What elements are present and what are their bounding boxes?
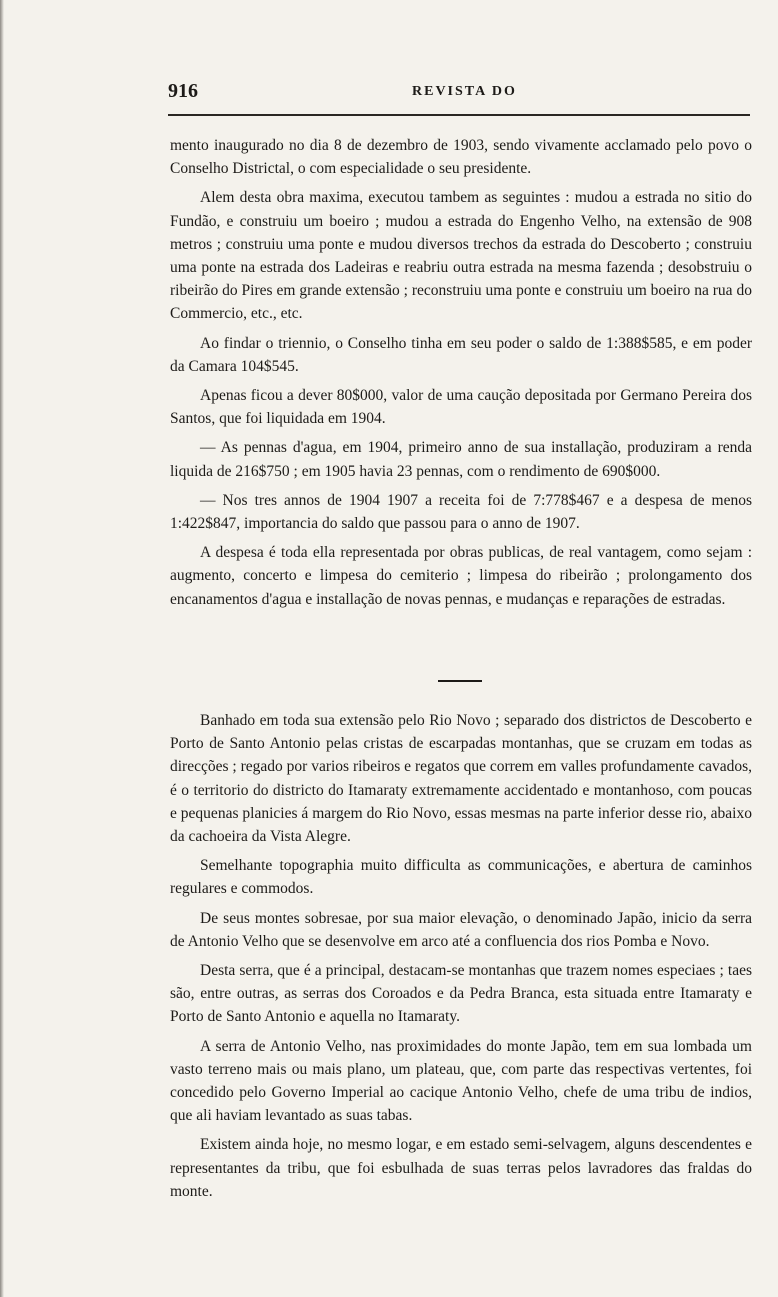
paragraph: — Nos tres annos de 1904 1907 a receita foi de 7:778$467 e a despesa de menos 1:422$847, importancia do saldo que passou para o anno de 1907. xyxy=(170,491,752,533)
page-header xyxy=(168,80,750,110)
paragraph: A serra de Antonio Velho, nas proximidades do monte Japão, tem em sua lombada um vasto terreno mais ou mais plano, um plateau, que, com parte das respectivas vertentes, foi concedido pelo Governo Imperial ao cacique Antonio Velho, chefe de uma tribu de indios, que ali haviam levantado as suas tabas. xyxy=(170,1037,752,1125)
paragraph: mento inaugurado no dia 8 de dezembro de 1903, sendo vivamente acclamado pelo povo o Conselho Districtal, o com especialidade o seu presidente. xyxy=(170,137,752,178)
paragraph: Apenas ficou a dever 80$000, valor de uma caução depositada por Germano Pereira dos Santos, que foi liquidada em 1904. xyxy=(170,387,752,428)
running-head: REVISTA DO xyxy=(412,84,517,99)
paragraph: De seus montes sobresae, por sua maior elevação, o denominado Japão, inicio da serra de Antonio Velho que se desenvolve em arco até a confluencia dos rios Pomba e Novo. xyxy=(170,909,752,950)
paragraph: Semelhante topographia muito difficulta as communicações, e abertura de caminhos regulares e commodos. xyxy=(170,857,752,898)
paragraph: Desta serra, que é a principal, destacam-se montanhas que trazem nomes especiaes ; taes são, entre outras, as serras dos Coroados e da Pedra Branca, esta situada entre Itamaraty e Porto de Santo Antonio e aquella no Itamaraty. xyxy=(170,962,752,1026)
paragraph: Banhado em toda sua extensão pelo Rio Novo ; separado dos districtos de Descoberto e Porto de Santo Antonio pelas cristas de escarpadas montanhas, que se cruzam em todas as direcções ; regado por varios ribeiros e regatos que correm em valles profundamente cavados, é o territorio do districto do Itamaraty extremamente accidentado e montanhoso, com poucas e pequenas planicies á margem do Rio Novo, essas mesmas na parte inferior desse rio, abaixo da cachoeira da Vista Alegre. xyxy=(170,712,752,846)
paragraph: — As pennas d'agua, em 1904, primeiro anno de sua installação, produziram a renda liquida de 216$750 ; em 1905 havia 23 pennas, com o rendimento de 690$000. xyxy=(170,439,752,480)
section-council-works xyxy=(170,134,752,617)
paragraph: Existem ainda hoje, no mesmo logar, e em estado semi-selvagem, alguns descendentes e representantes da tribu, que foi esbulhada de suas terras pelos lavradores das fraldas do monte. xyxy=(170,1136,752,1200)
paragraph: Alem desta obra maxima, executou tambem as seguintes : mudou a estrada no sitio do Fundão, e construiu um boeiro ; mudou a estrada do Engenho Velho, na extensão de 908 metros ; construiu uma ponte e mudou diversos trechos da estrada do Descoberto ; construiu uma ponte na estrada dos Ladeiras e reabriu outra estrada na mesma fazenda ; desobstruiu o ribeirão do Pires em grande extensão ; reconstruiu uma ponte e construiu um boeiro na rua do Commercio, etc., etc. xyxy=(170,189,752,323)
section-separator xyxy=(438,680,482,682)
paragraph: Ao findar o triennio, o Conselho tinha em seu poder o saldo de 1:388$585, e em poder da Camara 104$545. xyxy=(170,334,752,375)
page-number: 916 xyxy=(168,80,198,102)
section-topography xyxy=(170,709,752,1209)
paragraph: A despesa é toda ella representada por obras publicas, de real vantagem, como sejam : augmento, concerto e limpesa do cemiterio ; limpesa do ribeirão ; prolongamento dos encanamentos d'agua e installação de novas pennas, e mudanças e reparações de estradas. xyxy=(170,544,752,608)
page-edge-shadow xyxy=(0,0,4,1297)
header-rule xyxy=(168,114,750,116)
